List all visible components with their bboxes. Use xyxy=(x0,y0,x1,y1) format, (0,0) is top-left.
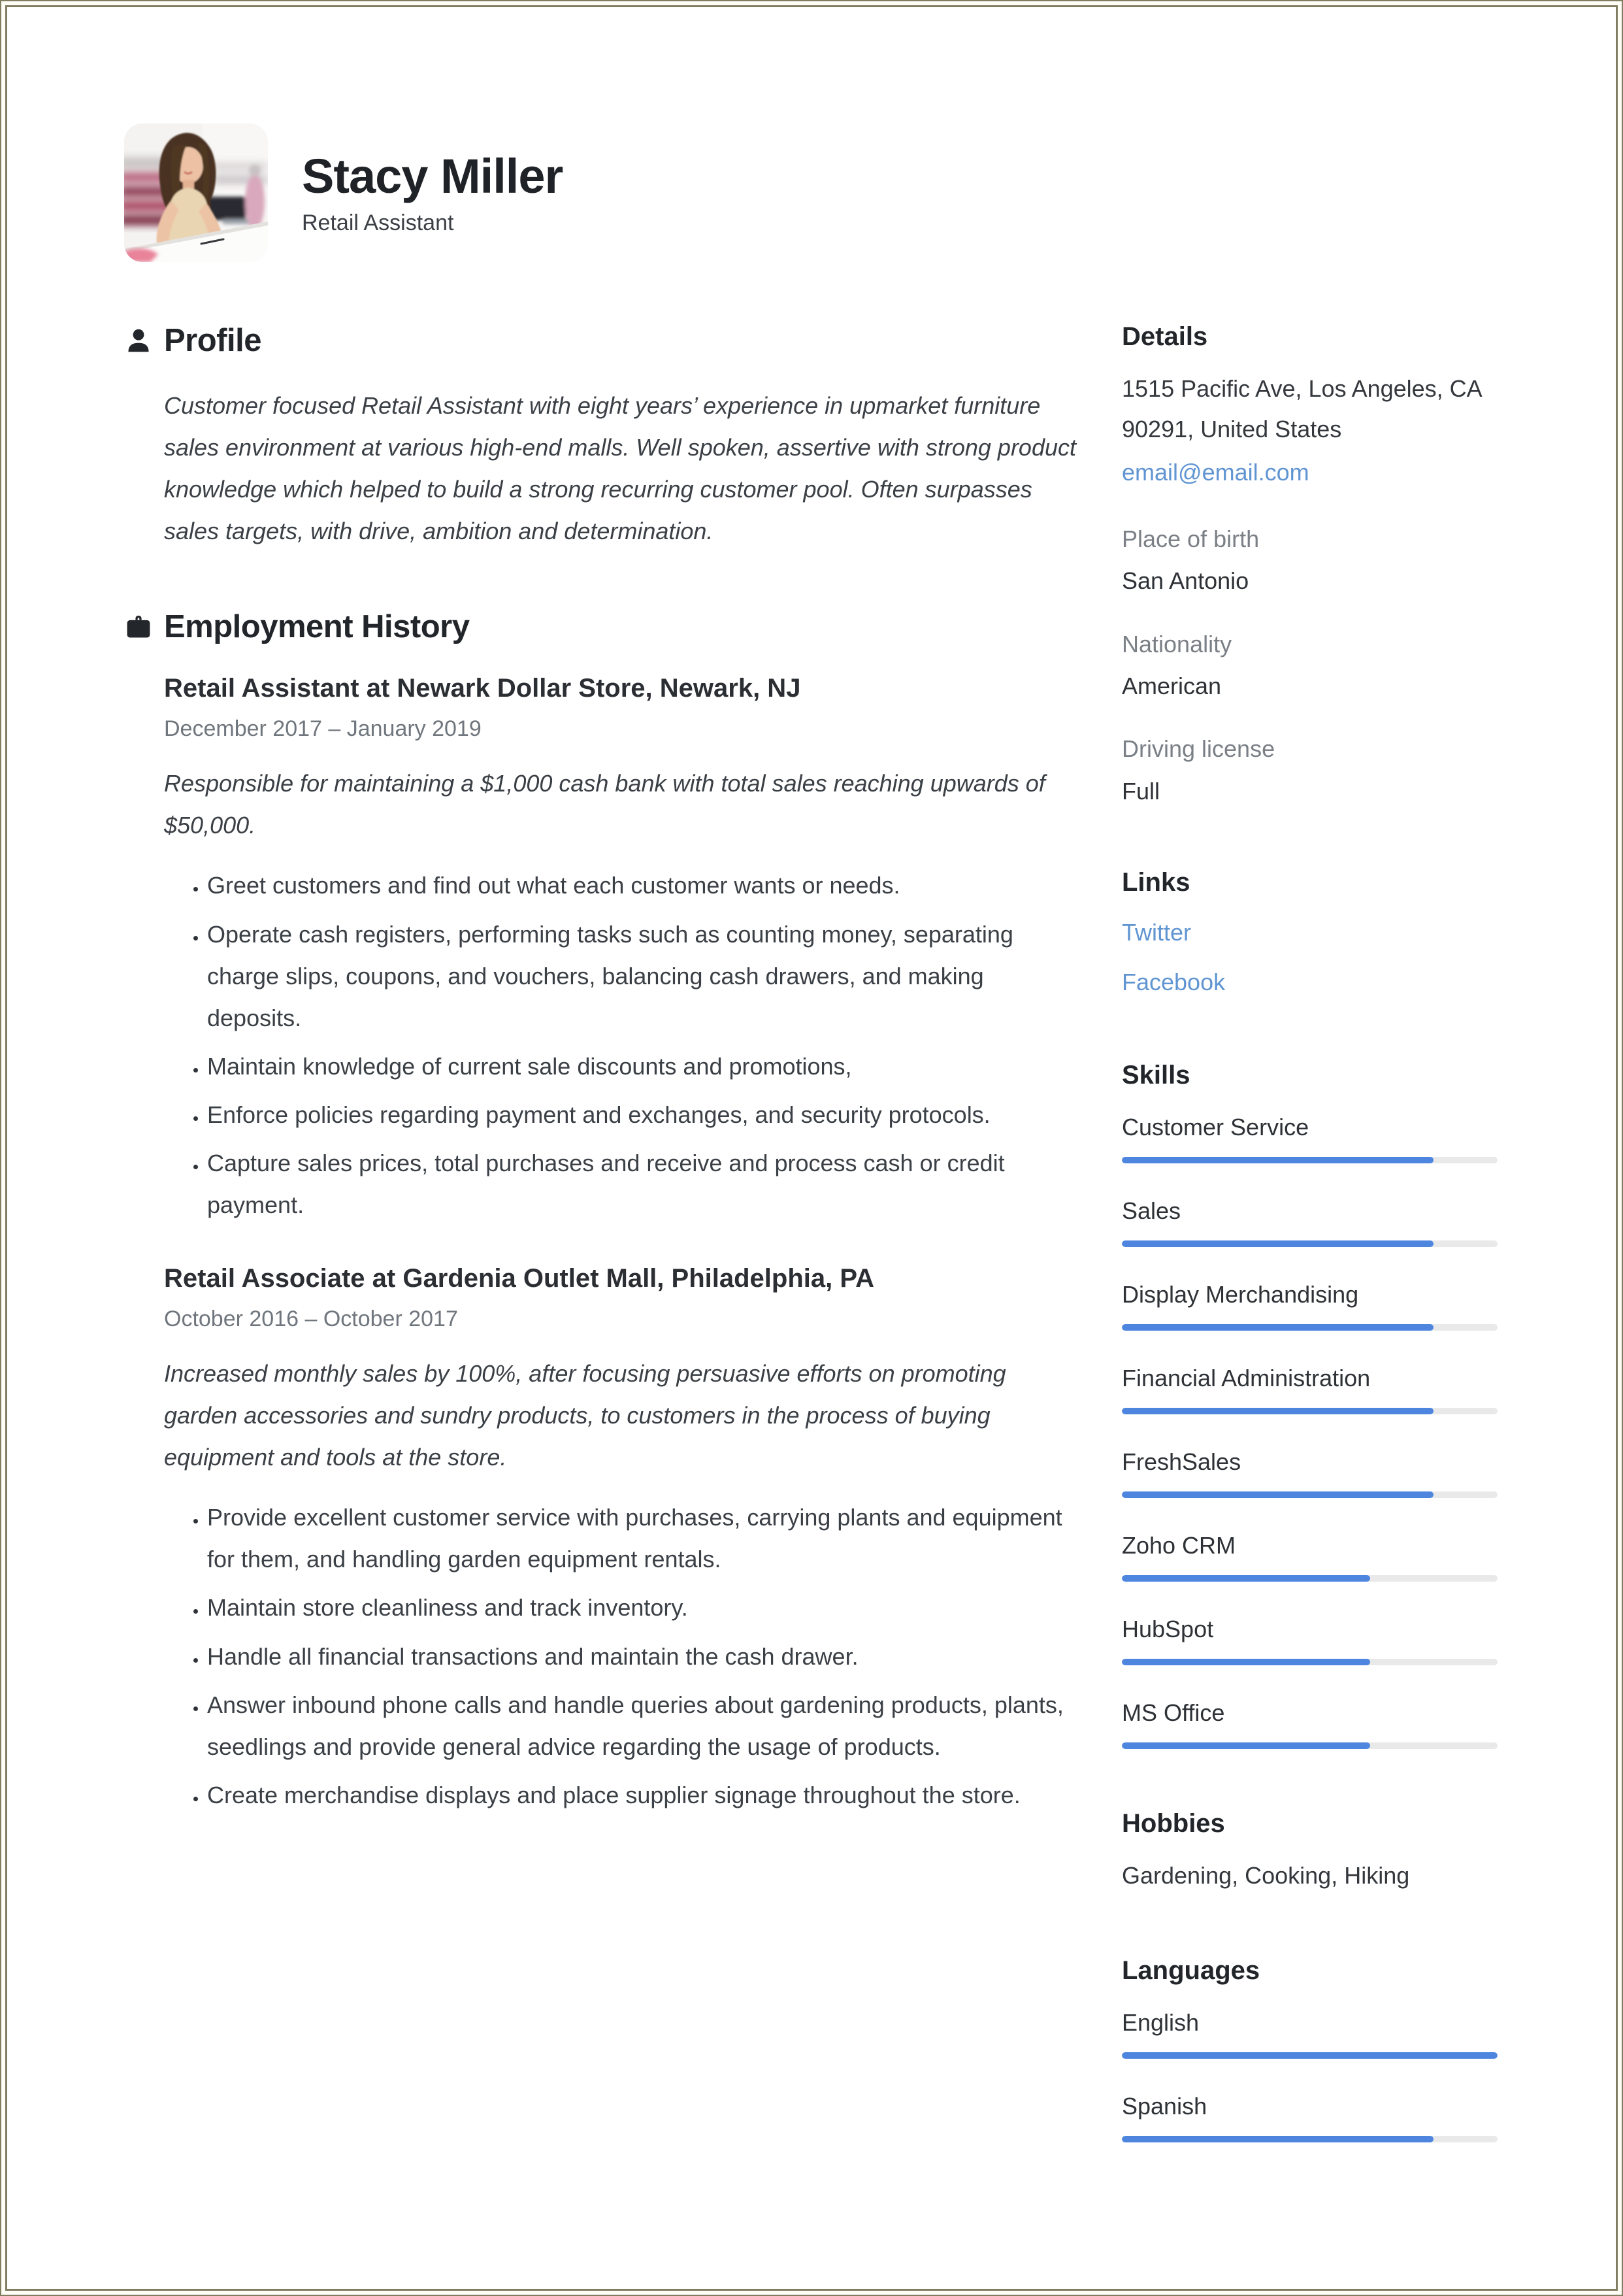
skill-item xyxy=(1122,1277,1498,1331)
main-column xyxy=(124,322,1083,2142)
skill-name: MS Office xyxy=(1122,1699,1225,1726)
links-heading: Links xyxy=(1122,868,1190,897)
job-entry xyxy=(124,674,1083,1226)
language-item xyxy=(1122,2089,1498,2142)
employment-heading: Employment History xyxy=(164,609,470,645)
skill-item xyxy=(1122,1695,1498,1749)
job-duty: • Greet customers and find out what each customer wants or needs. xyxy=(207,865,1083,907)
job-duty: • Operate cash registers, performing tasks such as counting money, separating charge slips, coupons, and vouchers, balancing cash drawers, and making deposits. xyxy=(207,914,1083,1039)
person-icon xyxy=(124,326,153,355)
header xyxy=(124,124,1498,262)
job-duty: • Handle all financial transactions and maintain the cash drawer. xyxy=(207,1636,1083,1678)
skill-bar xyxy=(1122,1491,1498,1498)
skill-bar-fill xyxy=(1122,1408,1434,1414)
profile-heading: Profile xyxy=(164,323,261,358)
hobbies-heading: Hobbies xyxy=(1122,1808,1225,1838)
skill-bar xyxy=(1122,1324,1498,1331)
skill-bar-fill xyxy=(1122,1324,1434,1331)
sidebar xyxy=(1122,322,1498,2142)
skills-heading: Skills xyxy=(1122,1060,1190,1090)
job-title: Retail Assistant at Newark Dollar Store, Newark, NJ xyxy=(164,674,801,703)
skill-bar-fill xyxy=(1122,1157,1434,1163)
language-bar-fill xyxy=(1122,2136,1434,2142)
skill-bar xyxy=(1122,1575,1498,1582)
skill-item xyxy=(1122,1110,1498,1163)
skill-bar xyxy=(1122,1659,1498,1665)
links-section xyxy=(1122,868,1498,1001)
job-duty: • Maintain store cleanliness and track inventory. xyxy=(207,1587,1083,1629)
language-bar xyxy=(1122,2136,1498,2142)
language-name: Spanish xyxy=(1122,2092,1207,2120)
languages-heading: Languages xyxy=(1122,1955,1260,1985)
field-label: Driving license xyxy=(1122,735,1275,763)
skill-bar-fill xyxy=(1122,1240,1434,1247)
field-label: Place of birth xyxy=(1122,525,1260,552)
language-item xyxy=(1122,2005,1498,2059)
details-section xyxy=(1122,322,1498,808)
hobbies-text: Gardening, Cooking, Hiking xyxy=(1122,1861,1410,1889)
field-label: Nationality xyxy=(1122,630,1232,657)
field-value: Full xyxy=(1122,777,1160,805)
job-duty: • Enforce policies regarding payment and exchanges, and security protocols. xyxy=(207,1094,1083,1136)
job-title: Retail Associate at Gardenia Outlet Mall, Philadelphia, PA xyxy=(164,1264,874,1293)
job-dates: October 2016 – October 2017 xyxy=(164,1306,458,1332)
resume-frame xyxy=(5,5,1618,2291)
skill-bar-fill xyxy=(1122,1575,1370,1582)
skill-item xyxy=(1122,1444,1498,1498)
identity-block xyxy=(302,150,563,236)
skill-name: Sales xyxy=(1122,1197,1181,1224)
skill-bar xyxy=(1122,1408,1498,1414)
skill-bar xyxy=(1122,1157,1498,1163)
languages-section xyxy=(1122,1956,1498,2142)
skills-section xyxy=(1122,1061,1498,1749)
profile-photo xyxy=(124,124,268,262)
skill-name: Financial Administration xyxy=(1122,1364,1371,1391)
profile-summary: Customer focused Retail Assistant with eight years’ experience in upmarket furniture sales environment at various high-end malls. Well spoken, assertive with strong product knowledge which helped to build a strong recurring customer pool. Often surpasses sales targets, with drive, ambition and determination. xyxy=(164,392,1077,545)
candidate-title: Retail Assistant xyxy=(302,210,454,236)
job-entry xyxy=(124,1264,1083,1816)
job-summary: Responsible for maintaining a $1,000 cash bank with total sales reaching upwards of $50,000. xyxy=(164,770,1045,839)
field-value: American xyxy=(1122,672,1222,699)
skill-bar-fill xyxy=(1122,1659,1370,1665)
skill-item xyxy=(1122,1193,1498,1247)
profile-section xyxy=(124,322,1083,552)
skill-name: Zoho CRM xyxy=(1122,1531,1236,1559)
details-heading: Details xyxy=(1122,322,1208,351)
skill-bar-fill xyxy=(1122,1742,1370,1749)
skill-item xyxy=(1122,1361,1498,1414)
address: 1515 Pacific Ave, Los Angeles, CA 90291, United States xyxy=(1122,375,1481,442)
profile-photo-illustration xyxy=(124,124,268,262)
language-bar-fill xyxy=(1122,2052,1498,2059)
language-name: English xyxy=(1122,2008,1200,2036)
job-duty-list xyxy=(164,1497,1083,1816)
job-duty: • Create merchandise displays and place supplier signage throughout the store. xyxy=(207,1774,1083,1816)
job-duty: • Provide excellent customer service with purchases, carrying plants and equipment for them, and handling garden equipment rentals. xyxy=(207,1497,1083,1580)
skill-name: Customer Service xyxy=(1122,1113,1309,1140)
skill-name: HubSpot xyxy=(1122,1615,1214,1642)
job-dates: December 2017 – January 2019 xyxy=(164,716,482,742)
skill-item xyxy=(1122,1612,1498,1665)
skill-bar-fill xyxy=(1122,1491,1434,1498)
email-link[interactable]: email@email.com xyxy=(1122,458,1309,486)
skill-name: FreshSales xyxy=(1122,1448,1241,1475)
job-duty: • Answer inbound phone calls and handle queries about gardening products, plants, seedlings and provide general advice regarding the usage of products. xyxy=(207,1684,1083,1768)
skill-name: Display Merchandising xyxy=(1122,1280,1359,1308)
skill-bar xyxy=(1122,1240,1498,1247)
field-value: San Antonio xyxy=(1122,567,1249,595)
job-summary: Increased monthly sales by 100%, after focusing persuasive efforts on promoting garden accessories and sundry products, to customers in the process of buying equipment and tools at the store. xyxy=(164,1360,1006,1471)
language-bar xyxy=(1122,2052,1498,2059)
employment-section xyxy=(124,608,1083,1816)
twitter-link[interactable]: Twitter xyxy=(1122,919,1192,946)
facebook-link[interactable]: Facebook xyxy=(1122,968,1226,995)
job-duty-list xyxy=(164,865,1083,1226)
skill-item xyxy=(1122,1528,1498,1582)
briefcase-icon xyxy=(124,612,153,641)
job-duty: • Maintain knowledge of current sale discounts and promotions, xyxy=(207,1046,1083,1088)
job-duty: • Capture sales prices, total purchases and receive and process cash or credit payment. xyxy=(207,1142,1083,1226)
hobbies-section xyxy=(1122,1809,1498,1896)
candidate-name: Stacy Miller xyxy=(302,148,563,203)
skill-bar xyxy=(1122,1742,1498,1749)
